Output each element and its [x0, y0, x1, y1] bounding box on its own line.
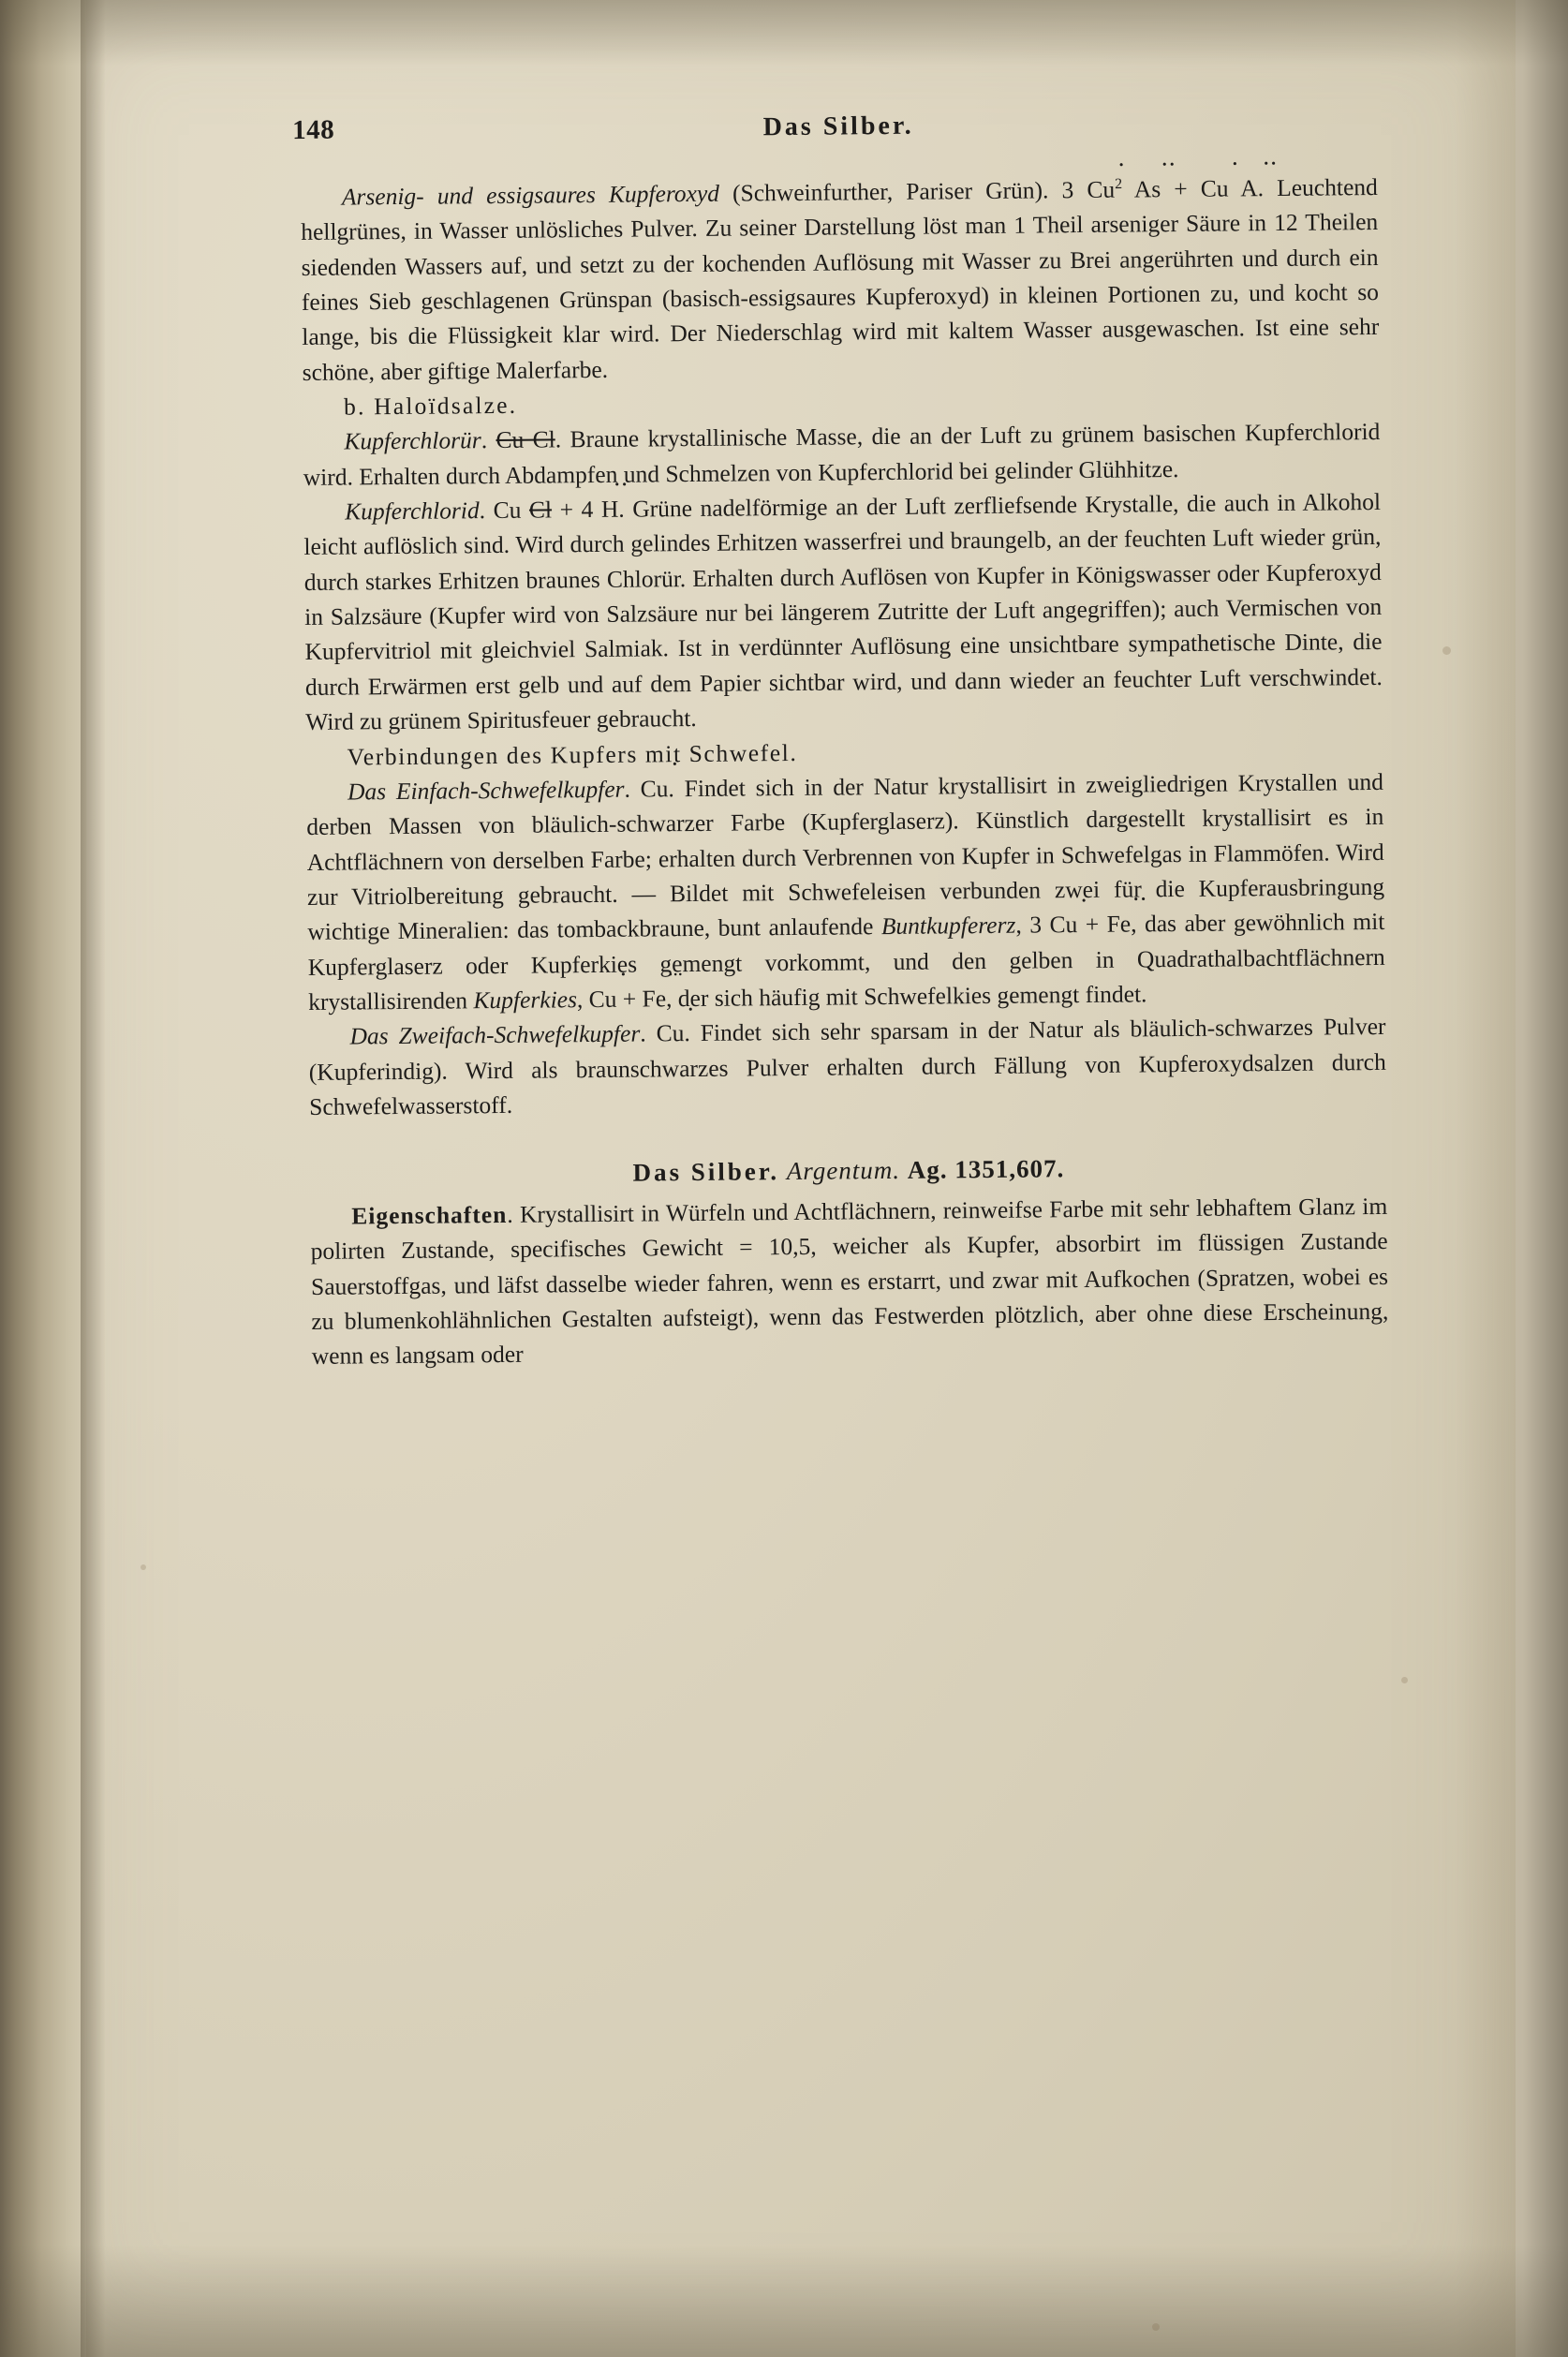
formula-fe-kies: Fe ···	[642, 985, 666, 1012]
p4-text-e: ,	[576, 985, 589, 1014]
p4-text-b: . Findet sich in der Natur krystallisirt in zweigliedrigen Krystallen und derben Massen von bläulich-schwarzer Farbe (Kupferglaserz). Künstlich dargestellt krystallisirt es in Achtflächnern von derselben Farbe; erhalten durch Verbrennen von Kupfer in Schwefelgas in Flammöfen. Wird zur Vitriolbereitung gebraucht. — Bildet mit Schwefeleisen verbunden zwei für die Kupferausbringung wichtige Mineralien: das tombackbraune, bunt anlaufende	[306, 767, 1385, 946]
p4-text-f: , der sich häufig mit Schwefelkies gemengt findet.	[665, 980, 1147, 1013]
section-title-text: Das Silber.	[632, 1157, 780, 1187]
p1-plus: +	[1161, 174, 1201, 203]
p4-text-c: , 3	[1015, 911, 1050, 939]
page-header	[292, 100, 1377, 159]
binding-gutter	[0, 0, 86, 2357]
p2-text-a: .	[481, 426, 496, 454]
term-zweifach-schwefelkupfer: Das Zweifach-Schwefelkupfer	[349, 1019, 641, 1050]
paragraph-zweifach-schwefelkupfer	[308, 1009, 1386, 1124]
p2-text-b: . Braune krystallinische Masse, die an der Luft zu grünem basischen Kupferchlorid wird. Erhalten durch Abdampfen und Schmelzen von Kupferchlorid bei gelinder Glühhitze.	[303, 418, 1381, 491]
p4-text-a: .	[624, 775, 641, 803]
paragraph-kupferchloruer	[303, 414, 1381, 495]
page-right-edge-shadow	[1456, 0, 1568, 2357]
formula-cu-zweifach: Cu ·	[657, 1019, 685, 1046]
formula-fe-bunt: Fe ··	[1107, 911, 1132, 938]
p5-text-b: . Findet sich sehr sparsam in der Natur als bläulich-schwarzes Pulver (Kupferindig). Wird als braunschwarzes Pulver erhalten durch Fällung von Kupferoxydsalzen durch Schwefelwasserstoff.	[308, 1013, 1386, 1120]
gutter-shadow	[81, 0, 105, 2357]
formula-cu-kies: Cu ·	[589, 986, 617, 1013]
term-kupferchlorid: Kupferchlorid	[344, 497, 480, 526]
formula-cu2-sup: 2	[1115, 176, 1123, 193]
formula-cu-bunt: Cu ·	[1049, 911, 1077, 938]
section-atomic-weight: 1351,607.	[954, 1154, 1065, 1184]
p3-plus: +	[551, 496, 582, 524]
formula-cu2: Cu ·	[1087, 176, 1115, 203]
formula-4h: 4 H ··	[581, 496, 618, 523]
formula-cu-einfach: Cu ·	[641, 775, 669, 802]
running-head: Das Silber.	[762, 111, 914, 142]
formula-cl-struck: Cl	[528, 496, 553, 524]
formula-as: As ··	[1134, 175, 1161, 202]
page-text-block	[292, 100, 1389, 1374]
p3-text-a: . Cu	[479, 496, 530, 525]
p4-plus1: +	[1077, 910, 1107, 939]
paragraph-eigenschaften	[310, 1189, 1389, 1374]
mineral-kupferkies: Kupferkies	[473, 986, 578, 1015]
p1-text-a: (Schweinfurther, Pariser Grün). 3	[718, 175, 1087, 207]
formula-a: A ··	[1240, 174, 1258, 201]
p4-plus2: +	[616, 985, 643, 1013]
p6-text: . Krystallisirt in Würfeln und Achtflächnern, reinweifse Farbe mit sehr lebhaftem Glanz im polirten Zustande, specifisches Gewicht = 10,5, weicher als Kupfer, absorbirt im flüssigen Zustande Sauerstoffgas, und läfst dasselbe wieder fahren, wenn es erstarrt, und zwar mit Aufkochen (Spratzen, wobei es zu blumenkohlähnlichen Gestalten aufsteigt), wenn das Festwerden plötzlich, aber ohne diese Erscheinung, wenn es langsam oder	[310, 1192, 1389, 1371]
subheading-haloidsalze: b. Haloïdsalze.	[343, 391, 518, 421]
paragraph-einfach-schwefelkupfer	[306, 764, 1385, 1019]
mineral-buntkupfererz: Buntkupfererz	[880, 911, 1016, 941]
lead-eigenschaften: Eigenschaften	[351, 1200, 508, 1230]
section-heading-das-silber	[310, 1148, 1387, 1195]
paragraph-arsenig-essigsaures	[301, 170, 1380, 390]
term-einfach-schwefelkupfer: Das Einfach-Schwefelkupfer	[347, 775, 625, 806]
section-symbol: Ag.	[907, 1155, 948, 1185]
term-kupferchloruer: Kupferchlorür	[344, 426, 481, 455]
p4-text-d: , das aber gewöhnlich mit Kupferglaserz oder Kupferkies gemengt vorkommt, und den gelben in Quadrathalbachtflächnern krystallisirenden	[307, 908, 1385, 1015]
page-number: 148	[292, 114, 335, 146]
p3-text-b: . Grüne nadelförmige an der Luft zerfliefsende Krystalle, die auch in Alkohol leicht auflöslich sind. Wird durch gelindes Erhitzen wasserfrei und braungelb, an der feuchten Luft wieder grün, durch starkes Erhitzen braunes Chlorür. Erhalten durch Auflösen von Kupfer in Königswasser oder Kupferoxyd in Salzsäure (Kupfer wird von Salzsäure nur bei längerem Zutritte der Luft angegriffen); auch Vermischen von Kupfervitriol mit gleichviel Salmiak. Ist in verdünnter Auflösung eine unsichtbare sympathetische Dinte, die durch Erwärmen erst gelb und auf dem Papier sichtbar wird, und dann wieder an feuchter Luft verschwindet. Wird zu grünem Spiritusfeuer gebraucht.	[303, 488, 1383, 736]
term-arsenig-essigsaures-kupferoxyd: Arsenig- und essigsaures Kupferoxyd	[341, 179, 720, 211]
p1-text-b: . Leuchtend hellgrünes, in Wasser unlösliches Pulver. Zu seiner Darstellung löst man 1 Theil arseniger Säure in 12 Theilen siedenden Wassers auf, und setzt zu der kochenden Auflösung mit Wasser zu Brei angerührten und durch ein feines Sieb geschlagenen Grünspan (basisch-essigsaures Kupferoxyd) in kleinen Portionen zu, und kocht so lange, bis die Flüssigkeit klar wird. Der Niederschlag wird mit kaltem Wasser ausgewaschen. Ist eine sehr schöne, aber giftige Malerfarbe.	[301, 172, 1380, 386]
formula-cucl-struck: Cu Cl	[496, 425, 555, 454]
paragraph-kupferchlorid	[303, 484, 1383, 739]
section-latin-name: Argentum.	[786, 1156, 901, 1186]
formula-cu: Cu ·	[1201, 174, 1229, 201]
p5-text-a: .	[640, 1019, 657, 1047]
subheading-verbindungen-schwefel: Verbindungen des Kupfers mit Schwefel.	[347, 738, 798, 771]
